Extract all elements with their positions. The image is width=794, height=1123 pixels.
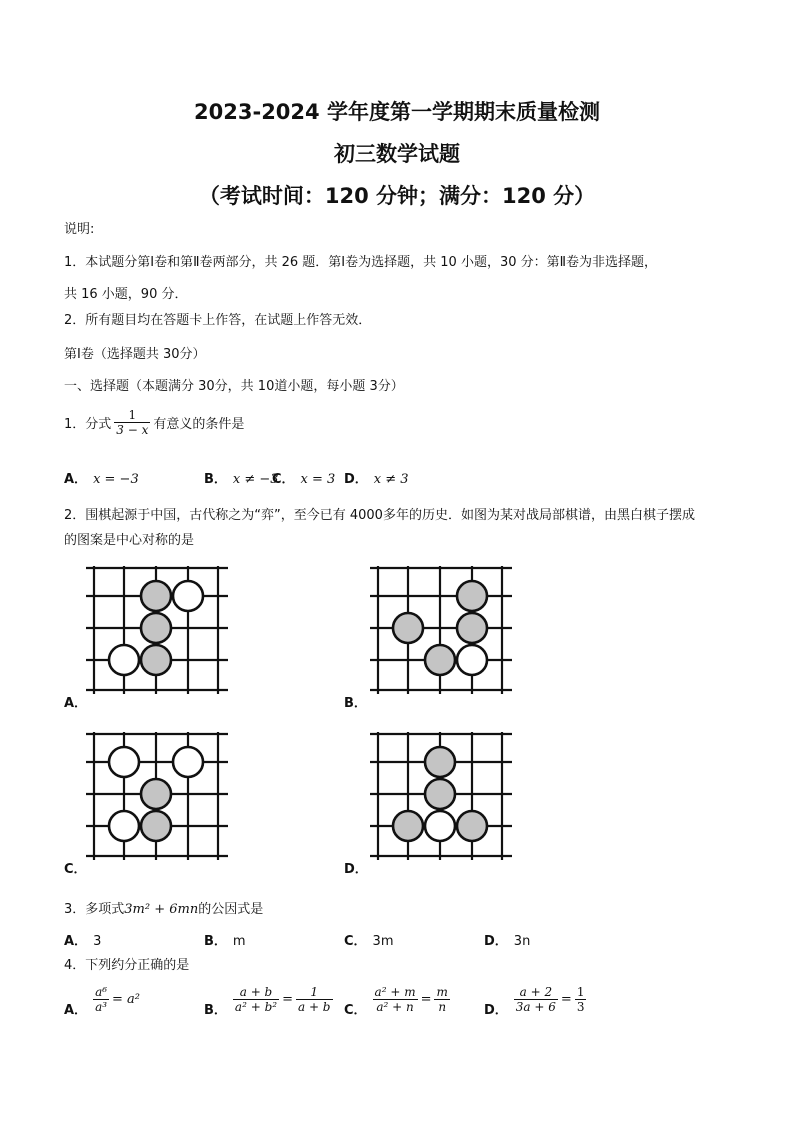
question-1 (64, 408, 244, 437)
option-label: C． (64, 862, 87, 877)
q3-option-b[interactable] (204, 930, 246, 949)
q4-c-lhs (373, 985, 418, 1014)
q4-c-rhs (434, 985, 449, 1014)
q4-b-rhs (296, 985, 333, 1014)
option-label: A． (64, 472, 88, 487)
black-stone (141, 581, 171, 611)
q4-a-fraction (93, 985, 109, 1014)
instructions-heading: 说明: (64, 222, 95, 237)
q1-frac-den: 3 − x (116, 423, 149, 437)
option-label: C． (344, 1003, 367, 1018)
q1-frac-num: 1 (128, 408, 137, 422)
frac-den: 3 (576, 1000, 585, 1014)
option-label: B． (204, 934, 227, 949)
q3-option-d[interactable] (484, 930, 530, 949)
frac-num: a + b (239, 985, 273, 999)
black-stone (141, 613, 171, 643)
question-3 (64, 898, 263, 917)
q3-option-c[interactable] (344, 930, 393, 949)
black-stone (425, 779, 455, 809)
q1-suffix: 有意义的条件是 (153, 417, 245, 432)
q3-prefix: 3．多项式 (64, 902, 125, 917)
black-stone (393, 613, 423, 643)
frac-num: a² + m (374, 985, 416, 999)
question-2-line2: 的图案是中心对称的是 (64, 533, 195, 548)
go-board-b (368, 562, 516, 700)
instruction-item-1: 1．本试题分第Ⅰ卷和第Ⅱ卷两部分，共 26 题．第Ⅰ卷为选择题，共 10 小题，30 分：第Ⅱ卷为非选择题， (64, 255, 658, 270)
go-board-c (84, 728, 232, 866)
frac-den: a² + n (376, 1000, 414, 1014)
black-stone (141, 779, 171, 809)
white-stone (173, 747, 203, 777)
q1-option-b[interactable] (204, 468, 279, 487)
q3-suffix: 的公因式是 (198, 902, 264, 917)
q2-option-b[interactable] (344, 692, 373, 711)
q1-prefix: 1．分式 (64, 417, 112, 432)
go-board-d (368, 728, 516, 866)
option-label: A． (64, 934, 88, 949)
option-label: B． (204, 1003, 227, 1018)
white-stone (457, 645, 487, 675)
q4-option-d[interactable] (484, 985, 586, 1018)
q4-b-lhs (233, 985, 279, 1014)
option-label: B． (344, 696, 367, 711)
option-label: D． (484, 934, 508, 949)
frac-den: a³ (95, 1000, 108, 1014)
option-label: B． (204, 472, 227, 487)
black-stone (457, 811, 487, 841)
frac-den: a + b (297, 1000, 331, 1014)
option-value: x ≠ −3 (232, 472, 279, 487)
black-stone (457, 613, 487, 643)
part1-heading: 第Ⅰ卷（选择题共 30分） (64, 347, 206, 362)
black-stone (425, 645, 455, 675)
option-value: 3 (93, 934, 102, 949)
exam-title: 2023-2024 学年度第一学期期末质量检测 (194, 100, 600, 124)
frac-num: a + 2 (519, 985, 553, 999)
option-label: C． (272, 472, 295, 487)
option-label: C． (344, 934, 367, 949)
exam-time-info: （考试时间：120 分钟；满分：120 分） (198, 184, 596, 208)
option-label: D． (484, 1003, 508, 1018)
option-value: x = 3 (300, 472, 336, 487)
black-stone (141, 811, 171, 841)
q4-d-lhs (514, 985, 558, 1014)
q2-option-d[interactable] (344, 858, 374, 877)
question-4: 4．下列约分正确的是 (64, 958, 190, 973)
option-value: 3n (513, 934, 531, 949)
q1-fraction (114, 408, 150, 437)
option-label: A． (64, 696, 88, 711)
frac-num: 1 (576, 985, 585, 999)
q4-a-rhs: = a² (112, 992, 141, 1007)
option-value: m (232, 934, 246, 949)
question-2-line1: 2．围棋起源于中国，古代称之为“弈”，至今已有 4000多年的历史．如图为某对战局部棋谱，由黑白棋子摆成 (64, 508, 695, 523)
option-label: D． (344, 472, 368, 487)
q3-option-a[interactable] (64, 930, 101, 949)
frac-num: m (436, 985, 448, 999)
white-stone (173, 581, 203, 611)
frac-num: a⁶ (95, 985, 108, 999)
q3-expr: 3m² + 6mn (124, 902, 199, 917)
option-value: 3m (372, 934, 394, 949)
equals-sign: = (560, 992, 572, 1007)
frac-den: a² + b² (234, 1000, 278, 1014)
instruction-item-1-cont: 共 16 小题，90 分． (64, 287, 188, 302)
black-stone (457, 581, 487, 611)
option-value: x = −3 (93, 472, 139, 487)
equals-sign: = (420, 992, 432, 1007)
q1-option-c[interactable] (272, 468, 335, 487)
q2-option-a[interactable] (64, 692, 93, 711)
white-stone (109, 811, 139, 841)
go-board-a (84, 562, 232, 700)
instruction-item-2: 2．所有题目均在答题卡上作答，在试题上作答无效． (64, 313, 372, 328)
q4-d-rhs (575, 985, 587, 1014)
exam-subtitle: 初三数学试题 (334, 142, 460, 166)
black-stone (425, 747, 455, 777)
white-stone (109, 747, 139, 777)
frac-den: 3a + 6 (515, 1000, 556, 1014)
black-stone (393, 811, 423, 841)
q4-option-a[interactable] (64, 985, 141, 1018)
q4-option-b[interactable] (204, 985, 333, 1018)
white-stone (109, 645, 139, 675)
equals-sign: = (282, 992, 293, 1007)
q1-option-d[interactable] (344, 468, 409, 487)
q1-option-a[interactable] (64, 468, 139, 487)
section-heading: 一、选择题（本题满分 30分，共 10道小题，每小题 3分） (64, 379, 404, 394)
frac-den: n (438, 1000, 447, 1014)
frac-num: 1 (310, 985, 319, 999)
option-value: x ≠ 3 (373, 472, 409, 487)
q2-option-c[interactable] (64, 858, 93, 877)
white-stone (425, 811, 455, 841)
option-label: D． (344, 862, 368, 877)
q4-option-c[interactable] (344, 985, 450, 1018)
option-label: A． (64, 1003, 88, 1018)
black-stone (141, 645, 171, 675)
